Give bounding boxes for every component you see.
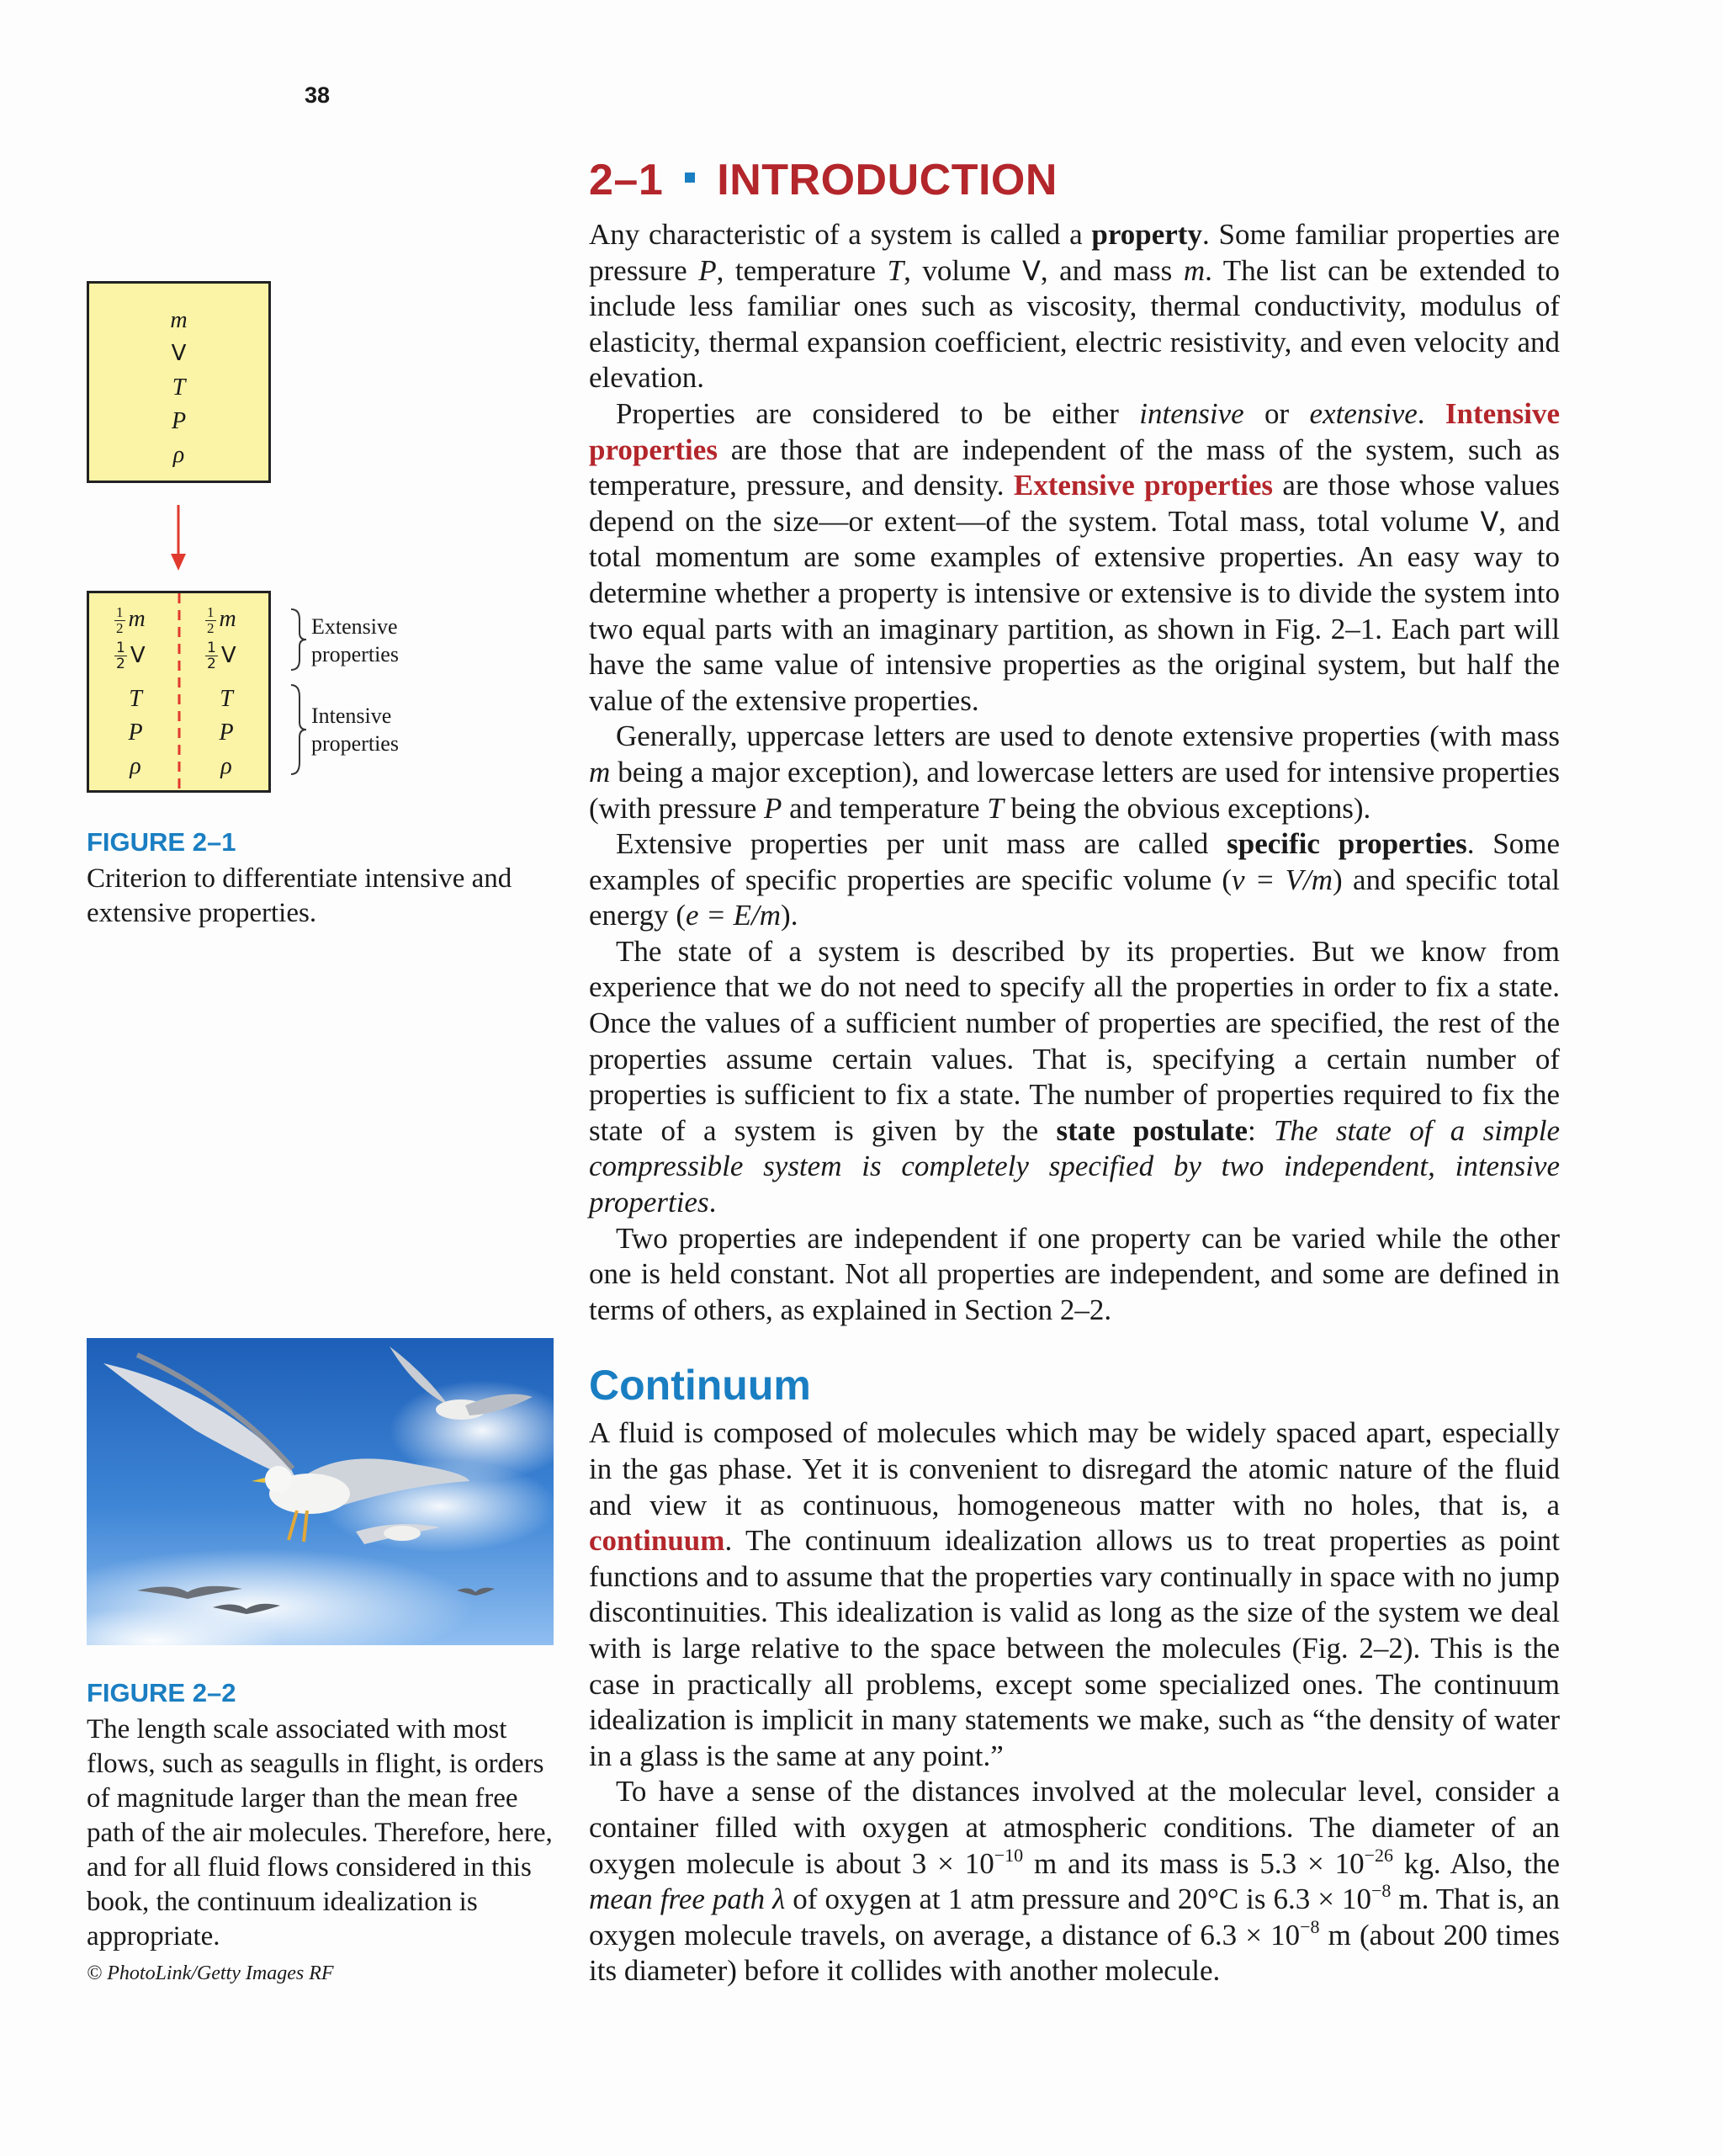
continuum-heading: Continuum [589, 1362, 811, 1410]
half-m-right: $\frac{1}{2}$ m [207, 604, 236, 636]
divided-system-box [87, 591, 271, 793]
fraction-half: $\frac{1}{2}$ [207, 640, 216, 672]
main-column [589, 151, 1560, 1989]
continuum-paragraph-2: To have a sense of the distances involved at the molecular level, consider a container filled with oxygen at atmospheric conditions. The diameter of an oxygen molecule is about $3 \times 10^{-10}$ m and its mass is $5.3 \times 10^{-26}$ kg. Also, the mean free path λ of oxygen at 1 atm pressure and 20°C is $6.3 \times 10^{-8}$ m. That is, an oxygen molecule travels, on average, a distance of $6.3 \times 10^{-8}$ m (about 200 times its diameter) before it collides with another molecule. [589, 1775, 1561, 1988]
figure-2-1-label: FIGURE 2–1 [87, 827, 236, 857]
original-system-box [87, 281, 271, 483]
figure-2-1-caption: Criterion to differentiate intensive and extensive properties. [87, 863, 512, 928]
paragraph-1: Any characteristic of a system is called a property. Some familiar properties are pressure P, temperature T, volume V, and mass m. The list can be extended to include less familiar ones such as viscosity, thermal conductivity, modulus of elasticity, thermal expansion coefficient, electric resistivity, and even velocity and elevation. [589, 218, 1561, 395]
figure-2-2-caption: The length scale associated with most flows, such as seagulls in flight, is orders of magnitude larger than the mean free path of the air molecules. Therefore, here, and for all fluid flows considered in this book, the continuum idealization is appropriate. [87, 1714, 553, 1952]
rho-left: ρ [130, 753, 141, 779]
T-left: T [129, 686, 142, 712]
half-V-left: $\frac{1}{2}$ V [116, 640, 146, 672]
P-right: P [219, 720, 234, 746]
page-number: 38 [305, 82, 331, 108]
symbol-T: T [172, 374, 186, 401]
symbol-P: P [171, 408, 187, 434]
intensive-properties-term: Intensive properties [589, 396, 1561, 466]
seagulls-photo [87, 1338, 554, 1645]
continuum-term: continuum [589, 1524, 725, 1558]
down-arrow [168, 505, 188, 572]
paragraph-2: Properties are considered to be either intensive or extensive. Intensive properties are those that are independent of the mass of the system, such as temperature, pressure, and density. Extensive properties are those whose values depend on the size—or extent—of the system. Total mass, total volume V, and total momentum are some examples of extensive properties. An easy way to determine whether a property is intensive or extensive is to divide the system into two equal parts with an imaginary partition, as shown in Fig. 2–1. Each part will have the same value of intensive properties as the original system, but half the value of the extensive properties. [589, 396, 1561, 717]
extensive-properties-term: Extensive properties [1013, 469, 1274, 502]
section-heading: 2–1 INTRODUCTION [589, 156, 1058, 204]
P-left: P [128, 720, 143, 746]
continuum-paragraph-1: A fluid is composed of molecules which may be widely spaced apart, especially in the gas phase. Yet it is convenient to disregard the atomic nature of the fluid and view it as continuous, homogeneous matter with no holes, that is, a continuum. The continuum idealization allows us to treat properties as point functions and to assume that the properties vary continually in space with no jump discontinuities. This idealization is valid as long as the size of the system we deal with is large relative to the space between the molecules (Fig. 2–2). This is the case in practically all problems, except some specialized ones. The continuum idealization is implicit in many statements we make, such as “the density of water in a glass is the same at any point.” [589, 1416, 1560, 1772]
photo-credit: © PhotoLink/Getty Images RF [87, 1962, 334, 1984]
figure-2-2-label: FIGURE 2–2 [87, 1678, 236, 1707]
extensive-label: Extensive properties [311, 614, 399, 666]
partition-line [176, 593, 183, 790]
symbol-m: m [170, 307, 188, 333]
heading-square-icon [685, 173, 695, 183]
extensive-brace [288, 608, 308, 672]
half-V-right: $\frac{1}{2}$ V [207, 640, 236, 672]
fraction-half: $\frac{1}{2}$ [207, 604, 215, 636]
fraction-half: $\frac{1}{2}$ [116, 604, 124, 636]
symbol-rho: ρ [172, 442, 185, 468]
paragraph-6: Two properties are independent if one property can be varied while the other one is held constant. Not all properties are independent, and some are defined in terms of others, as explained in Section 2–2. [589, 1221, 1560, 1326]
seagulls-illustration [87, 1338, 554, 1645]
T-right: T [220, 686, 233, 712]
half-m-left: $\frac{1}{2}$ m [116, 604, 146, 636]
symbol-V: V [171, 341, 187, 366]
fraction-half: $\frac{1}{2}$ [116, 640, 125, 672]
intensive-brace [288, 683, 308, 776]
paragraph-5: The state of a system is described by its properties. But we know from experience that we do not need to specify all the properties in order to fix a state. Once the values of a sufficient number of properties are specified, the rest of the properties assume certain values. That is, specifying a certain number of properties is sufficient to fix a state. The number of properties required to fix the state of a system is given by the state postulate: The state of a simple compressible system is completely specified by two independent, intensive properties. [589, 934, 1561, 1219]
paragraph-4: Extensive properties per unit mass are called specific properties. Some examples of specific properties are specific volume (v = V/m) and specific total energy (e = E/m). [589, 827, 1561, 932]
rho-right: ρ [220, 753, 232, 779]
intensive-label: Intensive properties [311, 704, 399, 756]
paragraph-3: Generally, uppercase letters are used to denote extensive properties (with mass m being a major exception), and lowercase letters are used for intensive properties (with pressure P and temperature T being the obvious exceptions). [589, 720, 1560, 825]
